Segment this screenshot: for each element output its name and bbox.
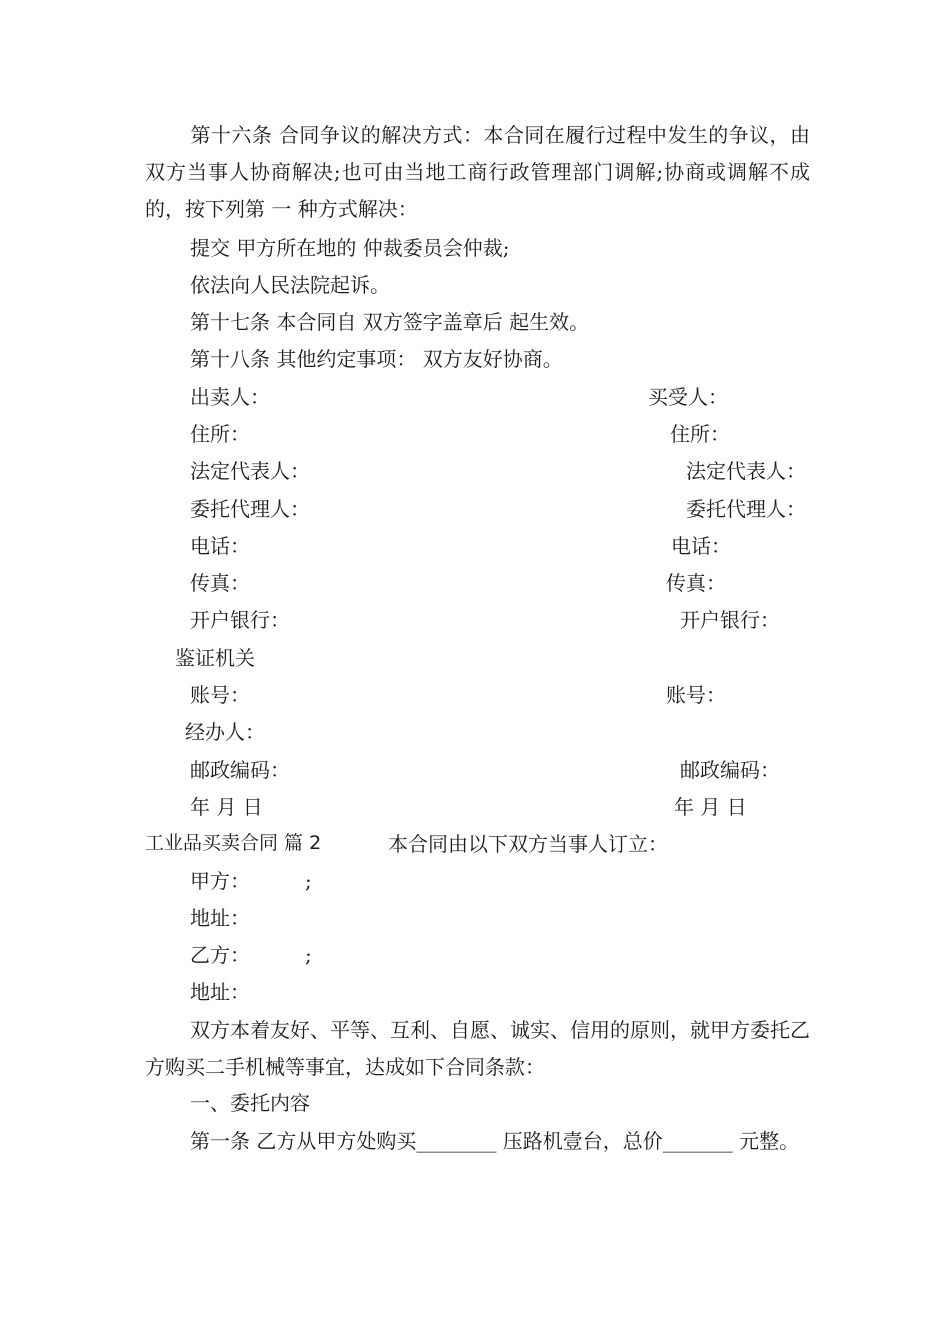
party-b-semicolon: ;	[305, 943, 312, 967]
dispute-option-arbitration: 提交 甲方所在地的 仲裁委员会仲裁;	[190, 236, 510, 260]
buyer-agent-label: 委托代理人：	[686, 497, 806, 521]
handler-label: 经办人：	[185, 720, 265, 744]
seller-date: 年 月 日	[190, 795, 263, 819]
contract-2-title: 工业品买卖合同 篇 2	[145, 832, 322, 854]
buyer-label: 买受人：	[648, 385, 728, 409]
party-b-address-label: 地址：	[190, 980, 250, 1004]
article-18: 第十八条 其他约定事项： 双方友好协商。	[190, 347, 563, 371]
seller-account-label: 账号：	[190, 683, 250, 707]
buyer-postcode-label: 邮政编码：	[680, 758, 780, 782]
contract-2-intro: 本合同由以下双方当事人订立：	[388, 832, 668, 856]
article-16-paragraph: 第十六条 合同争议的解决方式：本合同在履行过程中发生的争议，由双方当事人协商解决;也可由当地工商行政管理部门调解;协商或调解不成的，按下列第 一 种方式解决：	[145, 123, 810, 221]
notary-authority-label: 鉴证机关	[175, 646, 255, 670]
seller-phone-label: 电话：	[190, 534, 250, 558]
seller-bank-label: 开户银行：	[190, 608, 290, 632]
buyer-legal-rep-label: 法定代表人：	[686, 459, 806, 483]
party-a-semicolon: ;	[305, 869, 312, 893]
party-b-label: 乙方：	[190, 943, 250, 967]
article-1-paragraph: 第一条 乙方从甲方处购买________ 压路机壹台，总价_______ 元整。	[190, 1129, 800, 1153]
seller-address-label: 住所：	[190, 422, 250, 446]
buyer-fax-label: 传真：	[666, 571, 726, 595]
buyer-date: 年 月 日	[674, 795, 747, 819]
buyer-bank-label: 开户银行：	[680, 608, 780, 632]
seller-legal-rep-label: 法定代表人：	[190, 459, 310, 483]
dispute-option-court: 依法向人民法院起诉。	[190, 273, 390, 297]
buyer-address-label: 住所：	[670, 422, 730, 446]
party-a-label: 甲方：	[190, 869, 250, 893]
seller-fax-label: 传真：	[190, 571, 250, 595]
section-1-heading: 一、委托内容	[190, 1091, 310, 1115]
party-a-address-label: 地址：	[190, 906, 250, 930]
article-17: 第十七条 本合同自 双方签字盖章后 起生效。	[190, 310, 590, 334]
principle-paragraph: 双方本着友好、平等、互利、自愿、诚实、信用的原则，就甲方委托乙方购买二手机械等事宜，达成如下合同条款：	[145, 1018, 810, 1079]
seller-agent-label: 委托代理人：	[190, 497, 310, 521]
buyer-account-label: 账号：	[666, 683, 726, 707]
seller-postcode-label: 邮政编码：	[190, 758, 290, 782]
seller-label: 出卖人：	[190, 385, 270, 409]
buyer-phone-label: 电话：	[671, 534, 731, 558]
